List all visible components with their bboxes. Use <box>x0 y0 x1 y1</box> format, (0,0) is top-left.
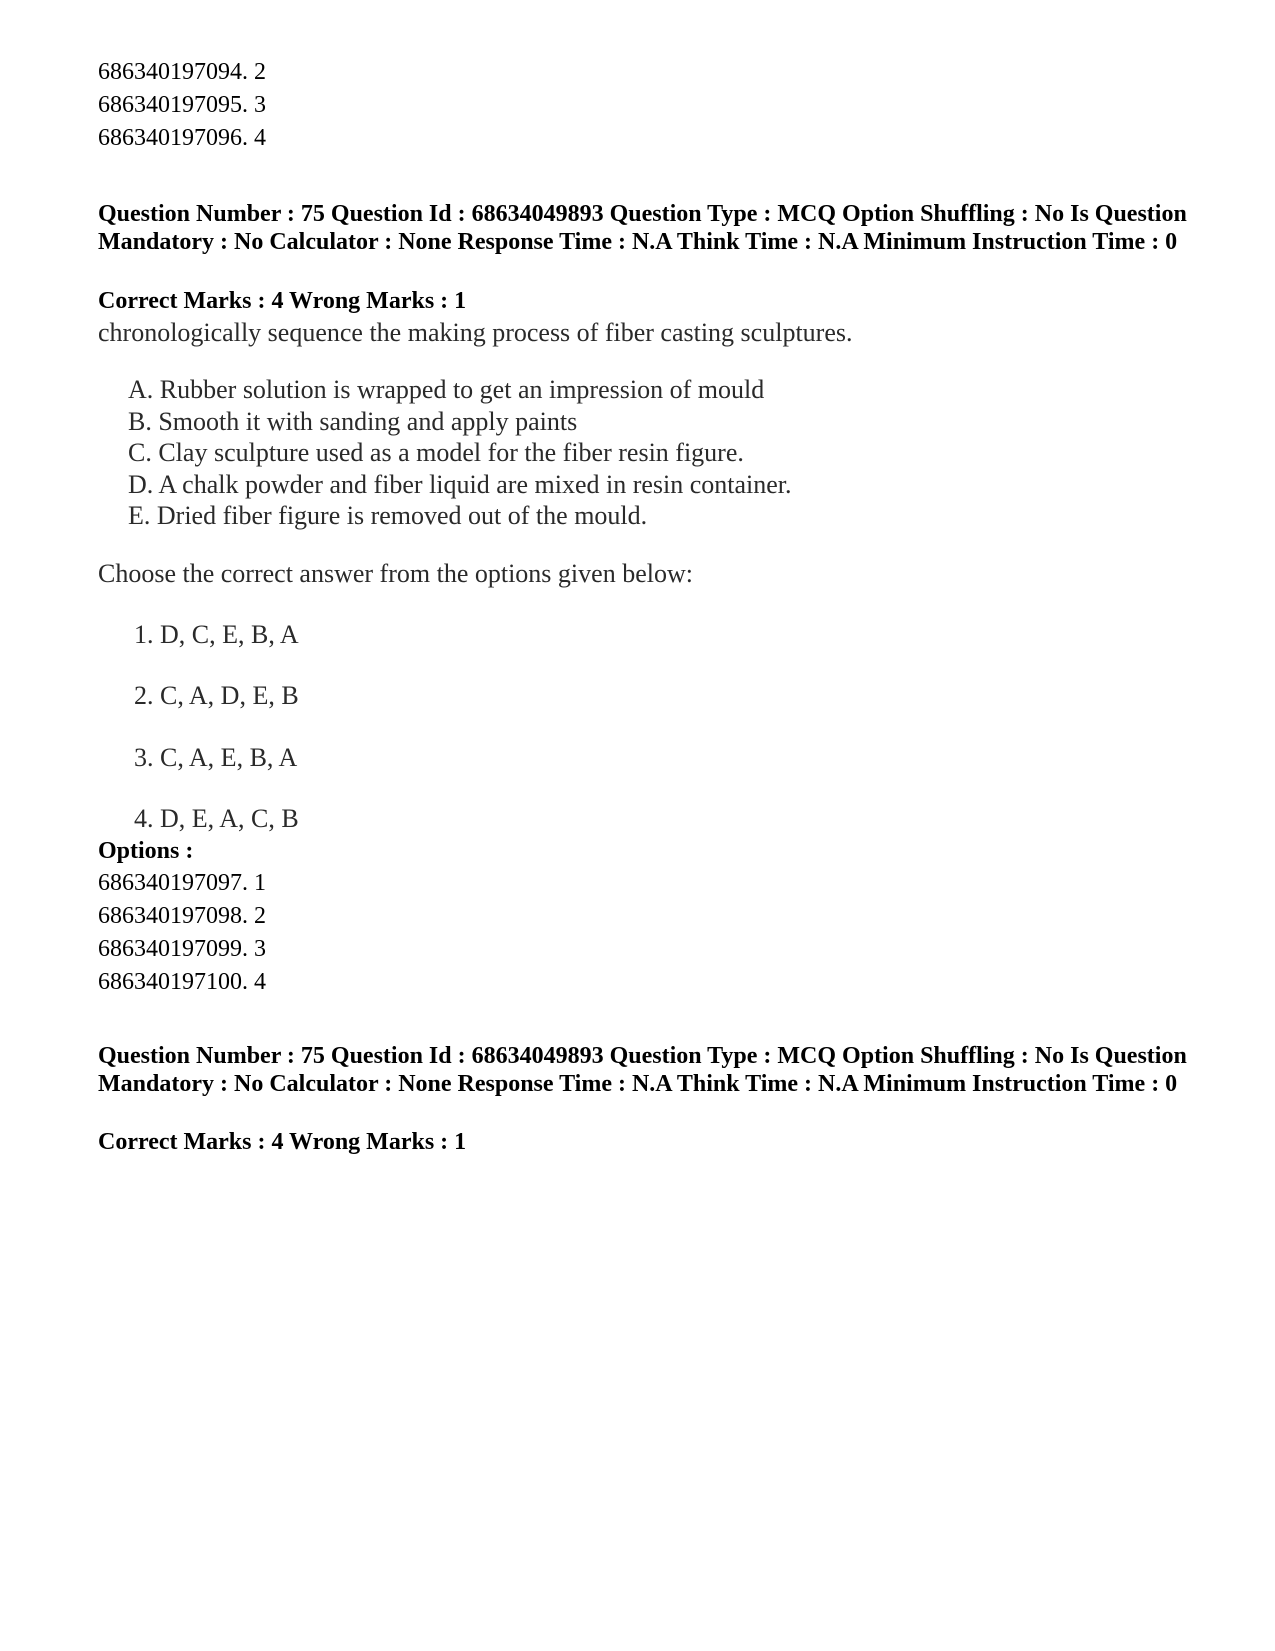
question-meta: Question Number : 75 Question Id : 68634049893 Question Type : MCQ Option Shuffling : No Is Question Mandatory : No Calculator : None Response Time : N.A Think Time : N.A Minimum Instruction Time : 0 <box>98 1043 1187 1097</box>
answer-option: 2. C, A, D, E, B <box>134 681 299 710</box>
option-id: 686340197100. 4 <box>98 969 266 995</box>
options-label: Options : <box>98 838 194 864</box>
choose-instruction: Choose the correct answer from the options given below: <box>98 559 693 588</box>
statement-item: B. Smooth it with sanding and apply paints <box>128 407 578 436</box>
prev-option-id: 686340197094. 2 <box>98 59 266 85</box>
prev-option-id: 686340197095. 3 <box>98 92 266 118</box>
statement-item: A. Rubber solution is wrapped to get an impression of mould <box>128 375 765 404</box>
question-prompt: chronologically sequence the making process of fiber casting sculptures. <box>98 318 853 347</box>
answer-option: 3. C, A, E, B, A <box>134 743 298 772</box>
statement-item: D. A chalk powder and fiber liquid are mixed in resin container. <box>128 470 792 499</box>
prev-option-id: 686340197096. 4 <box>98 125 266 151</box>
option-id: 686340197097. 1 <box>98 870 266 896</box>
question-marks: Correct Marks : 4 Wrong Marks : 1 <box>98 288 467 314</box>
answer-option: 1. D, C, E, B, A <box>134 620 299 649</box>
statement-item: C. Clay sculpture used as a model for the fiber resin figure. <box>128 438 744 467</box>
option-id: 686340197099. 3 <box>98 936 266 962</box>
statement-item: E. Dried fiber figure is removed out of the mould. <box>128 501 648 530</box>
answer-option: 4. D, E, A, C, B <box>134 804 299 833</box>
option-id: 686340197098. 2 <box>98 903 266 929</box>
question-meta: Question Number : 75 Question Id : 68634049893 Question Type : MCQ Option Shuffling : No Is Question Mandatory : No Calculator : None Response Time : N.A Think Time : N.A Minimum Instruction Time : 0 <box>98 201 1187 255</box>
question-marks: Correct Marks : 4 Wrong Marks : 1 <box>98 1129 467 1155</box>
